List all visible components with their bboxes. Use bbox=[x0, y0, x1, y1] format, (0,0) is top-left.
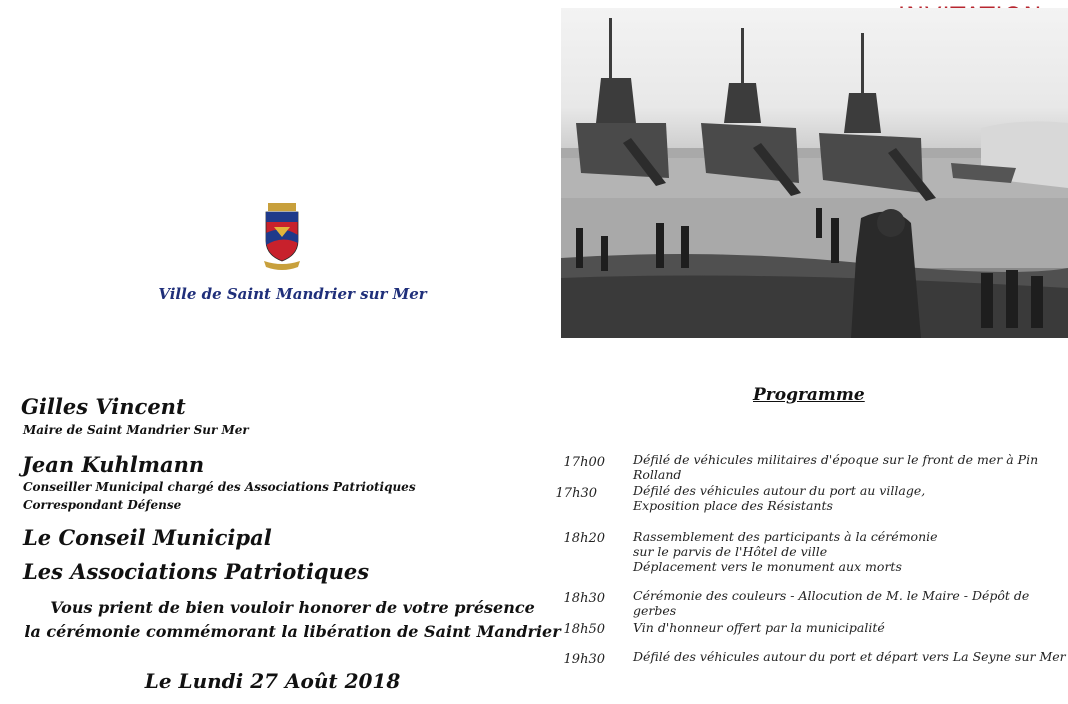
programme-time: 18h20 bbox=[563, 531, 605, 546]
programme-desc: Rassemblement des participants à la cérémonie sur le parvis de l'Hôtel de ville Déplacement vers le monument aux morts bbox=[633, 529, 938, 574]
programme-desc: Défilé des véhicules autour du port au village, Exposition place des Résistants bbox=[633, 483, 926, 513]
programme-time: 17h00 bbox=[563, 455, 605, 470]
landing-ships-photo bbox=[561, 8, 1068, 338]
programme-desc: Vin d'honneur offert par la municipalité bbox=[633, 620, 885, 635]
programme-desc: Défilé des véhicules autour du port et départ vers La Seyne sur Mer bbox=[633, 649, 1066, 664]
programme-heading: Programme bbox=[753, 385, 865, 405]
host-name-mayor: Gilles Vincent bbox=[21, 394, 186, 419]
invite-text-line1: Vous prient de bien vouloir honorer de votre présence bbox=[50, 598, 535, 617]
programme-time: 18h30 bbox=[563, 591, 605, 606]
city-name: Ville de Saint Mandrier sur Mer bbox=[158, 285, 427, 303]
host-role-mayor: Maire de Saint Mandrier Sur Mer bbox=[23, 423, 249, 437]
programme-time: 18h50 bbox=[563, 622, 605, 637]
programme-time: 17h30 bbox=[555, 486, 597, 501]
host-name-councillor: Jean Kuhlmann bbox=[22, 452, 205, 477]
programme-time: 19h30 bbox=[563, 652, 605, 667]
invite-text-line2: la cérémonie commémorant la libération de Saint Mandrier bbox=[24, 622, 561, 641]
programme-desc: Cérémonie des couleurs - Allocution de M. le Maire - Dépôt de gerbes bbox=[633, 588, 1030, 618]
host-name-associations: Les Associations Patriotiques bbox=[23, 559, 370, 584]
host-role-councillor: Conseiller Municipal chargé des Associations Patriotiques bbox=[23, 480, 416, 494]
host-name-council: Le Conseil Municipal bbox=[23, 525, 272, 550]
programme-desc: Défilé de véhicules militaires d'époque sur le front de mer à Pin Rolland bbox=[633, 452, 1039, 482]
host-role2-councillor: Correspondant Défense bbox=[23, 498, 182, 512]
event-date: Le Lundi 27 Août 2018 bbox=[144, 669, 401, 693]
coat-of-arms-icon bbox=[262, 203, 302, 271]
